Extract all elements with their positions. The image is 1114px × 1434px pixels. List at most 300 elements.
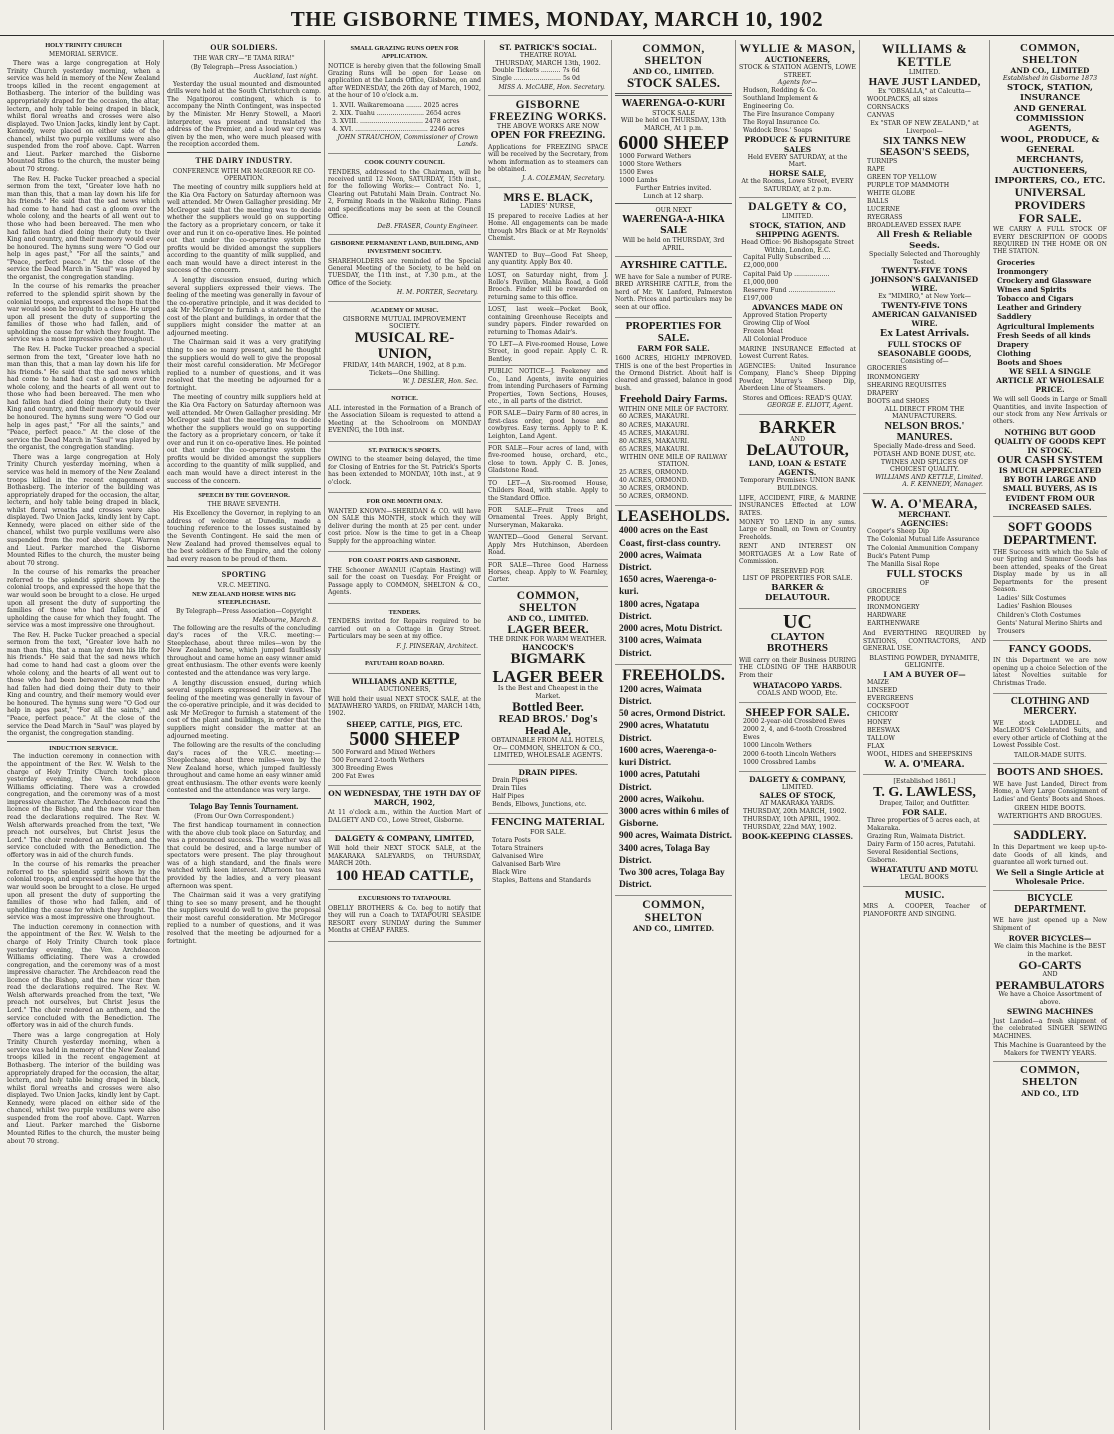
stock-sales-heading: STOCK SALES. xyxy=(627,75,720,91)
items-list xyxy=(993,258,1107,367)
leasehold-item: 2000 acres, Motu District. xyxy=(619,624,723,635)
full-item: GROCERIES xyxy=(867,587,907,595)
watertights-line: WATERTIGHTS AND BROGUES. xyxy=(997,812,1103,820)
agents-list xyxy=(739,87,856,135)
landed-item: CORNSACKS xyxy=(867,104,910,112)
column-6 xyxy=(736,40,860,1430)
forsale-body: WE CARRY A FULL STOCK OF EVERY DESCRIPTION OF GOODS REQUIRED IN THE HOME OR ON THE STATION. xyxy=(993,226,1107,256)
agency-item: Buck's Patent Pump xyxy=(867,552,930,560)
full-item: HARDWARE xyxy=(867,612,907,620)
bicycle-body: WE have just opened up a New Shipment of xyxy=(993,917,1107,932)
cs-subheading: AND CO., LIMITED xyxy=(1010,66,1090,76)
buyer-item: FLAX xyxy=(867,743,885,751)
tenders-heading: TENDERS. xyxy=(388,608,421,616)
soldiers-source: (By Telegraph—Press Association.) xyxy=(190,64,298,72)
sheep-item: 2000 2-year-old Crossbred Ewes xyxy=(743,718,846,726)
landed-item: WOOLPACKS, all sizes xyxy=(867,96,938,104)
wk-subheading: LIMITED. xyxy=(908,69,941,77)
column-8 xyxy=(990,40,1110,1430)
church-paragraph: The Rev. H. Packe Tucker preached a special sermon from the text, "Greater love hath no man than this, that a man lay down his life for his friends." He said that the sad news which had come to hand had cast a gloom over the whole colony, and the hearts of all went out to those who had been bereaved. The men who had fallen had died doing their duty to their King and country, and their memory would ever be honoured. The hymns sung were "O God our help in ages past," "For all the saints," and "Peace, perfect peace." At the close of the service the Dead March in "Saul" was played by the organist, the congregation standing. xyxy=(7,345,160,452)
dalgety-office: Head Office: 96 Bishopsgate Street Within, London, E.C. xyxy=(741,239,854,254)
dalgety-subheading-2: STOCK, STATION, AND SHIPPING AGENTS. xyxy=(749,221,846,240)
grazing-row: 3. XVIII. ................................ 2478 acres xyxy=(332,117,460,125)
item-entry: Agricultural Implements xyxy=(997,321,1095,331)
full-heading: FULL STOCKS xyxy=(886,567,963,580)
marine-line: MARINE INSURANCE Effected at Lowest Current Rates. xyxy=(739,346,856,361)
sheep-heading: SHEEP FOR SALE. xyxy=(745,704,850,719)
nothing-line: NOTHING BUT GOOD QUALITY OF GOODS KEPT IN STOCK. xyxy=(994,427,1106,455)
williams-kettle-ad xyxy=(863,40,986,494)
masthead xyxy=(0,0,1114,36)
church-paragraph: The Rev. H. Packe Tucker preached a special sermon from the text, "Greater love hath no man than this, that a man lay down his life for his friends." He said that the sad news which had come to hand had cast a gloom over the whole colony, and the hearts of all went out to those who had been bereaved. The men who had fallen had died doing their duty to their King and country, and their memory would ever be honoured. The hymns sung were "O God our help in ages past," "For all the saints," and "Peace, perfect peace." At the close of the service the Dead March in "Saul" was played by the organist, the congregation standing. xyxy=(7,631,160,738)
wk-big-number: 5000 SHEEP xyxy=(349,727,460,750)
speech-heading: SPEECH BY THE GOVERNOR. xyxy=(198,492,290,500)
agencies-line: AGENCIES: United Insurance Company, Flanc's Sheep Dipping Powder, Murray's Sheep Dip, Aberdeen Line of Steamers. xyxy=(739,362,856,393)
grazing-row: 1. XVII. Waikaremoana ........ 2025 acres xyxy=(332,101,459,109)
music-body: MRS A. COOPER, Teacher of PIANOFORTE AND SINGING. xyxy=(863,903,986,918)
tolago-paragraph: The Chairman said it was a very gratifying thing to see so many present, and he thought the suppliers would do well to give the proposal their most careful consideration. Mr McGregor replied to a number of questions, and it was resolved that the meeting be adjourned for a fortnight. xyxy=(167,892,321,945)
grazing-row: 4. XVI. ..................................... 2246 acres xyxy=(332,125,465,133)
fencing-list xyxy=(488,837,608,885)
classified-ad: TO LET—A Six-roomed House, Childers Road, with stable. Apply to the Standard Office. xyxy=(488,478,608,505)
full-of: OF xyxy=(919,580,930,588)
vrc-heading: NEW ZEALAND HORSE WINS BIG STEEPLECHASE. xyxy=(192,591,296,607)
bicycle-ad xyxy=(993,891,1107,1062)
excursion-ad xyxy=(328,890,481,942)
lawless-ad xyxy=(863,775,986,886)
sheep-item: 1000 Lincoln Wethers xyxy=(743,742,812,750)
divider xyxy=(167,488,321,489)
item-entry: Tobacco and Cigars xyxy=(997,294,1074,304)
social-signature: MISS A. McCABE, Hon. Secretary. xyxy=(498,83,605,91)
classified-ad: FOR SALE—Fruit Trees and Ornamental Trees. Apply Bright, Nurseryman, Makaraka. xyxy=(488,505,608,532)
one-month-ad xyxy=(328,493,481,552)
barker-insurance: LIFE, ACCIDENT, FIRE, & MARINE INSURANCES Effected at LOW RATES. xyxy=(739,494,856,517)
forsale-item: Several Residential Sections, Gisborne. xyxy=(867,849,959,865)
clayton-ad xyxy=(739,609,856,703)
farm-item: 40 ACRES, ORMOND. xyxy=(619,477,689,485)
bookkeeping-heading: BOOK-KEEPING CLASSES. xyxy=(741,832,854,842)
fencing-item: Galvanised Wire xyxy=(492,852,544,860)
church-paragraph: The Rev. H. Packe Tucker preached a special sermon from the text, "Greater love hath no man than this, that a man lay down his life for his friends." He said that the sad news which had come to hand had cast a gloom over the whole colony, and the hearts of all went out to those who had been bereaved. The men who had fallen had died doing their duty to their King and country, and their memory would ever be honoured. The hymns sung were "O God our help in ages past," "For all the saints," and "Peace, perfect peace." At the close of the service the Dead March in "Saul" was played by the organist, the congregation standing. xyxy=(7,175,160,281)
society-ad xyxy=(328,235,481,302)
uc-mark: UC xyxy=(783,610,812,633)
buyer-item: TALLOW xyxy=(867,735,895,743)
stocks-list xyxy=(863,365,986,405)
society-heading: GISBORNE PERMANENT LAND, BUILDING, AND INVESTMENT SOCIETY. xyxy=(330,240,479,255)
buyer-item: COCKSFOOT xyxy=(867,703,909,711)
nurse-heading: MRS E. BLACK, xyxy=(503,189,593,204)
special-line: Specially Made-dress and Seed. xyxy=(873,443,976,451)
lager-body: Is the Best and Cheapest in the Market. xyxy=(497,684,599,700)
vrc-paragraph: A lengthy discussion ensued, during which several suppliers expressed their views. The feeling of the meeting was generally in favour of the co-operative principle, and it was decided to ask Mr McGregor to furnish a statement of the cost of the plant and buildings, in order that the suppliers might consider the matter at an adjourned meeting. xyxy=(167,679,321,740)
freehold-item: 3400 acres, Tolaga Bay District. xyxy=(619,843,710,866)
nurse-ad xyxy=(488,188,608,250)
classified-ad: PUBLIC NOTICE—J. Feekeney and Co., Land Agents, invite enquiries from intending Purchasers of Farming Properties, Town Sections, Houses, etc., in all parts of the district. xyxy=(488,366,608,408)
buyer-item: HONEY xyxy=(867,719,892,727)
bottled-heading: Bottled Beer. xyxy=(512,699,584,715)
agent-item: The Fire Insurance Company xyxy=(743,111,835,119)
soft-item: Children's Cloth Costumes xyxy=(997,611,1081,619)
sporting-heading: SPORTING xyxy=(221,570,267,580)
stores-line: Stores and Offices: READ'S QUAY. xyxy=(742,394,853,402)
column-3 xyxy=(325,40,485,1430)
advances-item: Frozen Meat xyxy=(743,327,784,335)
saddlery-ad xyxy=(993,825,1107,891)
vrc-dateline: Melbourne, March 8. xyxy=(252,617,318,625)
grazing-row: 2. XIX. Tuahu ........................ 2654 acres xyxy=(332,109,461,117)
leaseholds-list xyxy=(615,525,732,659)
wk-list-item: 300 Breeding Ewes xyxy=(332,765,394,773)
agency-item: The Colonial Mutual Life Assurance xyxy=(867,536,980,544)
classified-ad: FOR SALE—Dairy Farm of 80 acres, in first-class order, good house and cowbyres. Easy terms. Apply to P. K. Leighton, Land Agent. xyxy=(488,408,608,443)
reserved-line: RESERVED FOR xyxy=(770,567,825,575)
capital-item: Capital Fully Subscribed .... £2,000,000 xyxy=(743,254,831,270)
soldiers-dateline: Auckland, last night. xyxy=(254,73,318,81)
waerenga-date: Will be held on THURSDAY, 13th MARCH, At 1 p.m. xyxy=(620,117,727,133)
excursion-heading: EXCURSIONS TO TATAPOURI. xyxy=(358,895,451,903)
established-line: Established in Gisborne 1873 xyxy=(1002,75,1098,83)
dalgety-ad xyxy=(739,198,856,414)
dalgety-signature: GEORGE E. ELIOTT, Agent. xyxy=(767,402,853,410)
kennedy-signature: A. F. KENNEDY, Manager. xyxy=(902,481,983,489)
excursion-body: OBELLY BROTHERS & Co. beg to notify that they will run a Coach to TATAPOURI SEASIDE RESORT every SUNDAY during the Summer Months at CHEAP FARES. xyxy=(328,904,481,935)
induction-paragraph: The induction ceremony in connection with the appointment of the Rev. W. Welsh to the charge of Holy Trinity Church took place yesterday evening, the Ven. Archdeacon Williams officiating. There was a crowded congregation, and the ceremony was of a most impressive character. The Archdeacon read the licence of the Bishop, and the new vicar then read the declarations required. The Rev. W. Welsh afterwards preached from the text, "We preach not ourselves, but Christ Jesus the Lord." The choir rendered an anthem, and the service concluded with the Benediction. The offertory was in aid of the church funds. xyxy=(7,923,160,1030)
soft-goods-heading: SOFT GOODS DEPARTMENT. xyxy=(1003,518,1097,548)
full-item: IRONMONGERY xyxy=(867,604,920,612)
road-board-ad xyxy=(328,655,481,674)
farm-body: 1600 ACRES, HIGHLY IMPROVED. THIS is one of the best Properties in the Ormond District. About half is cleared and grassed, balance in good bush. xyxy=(615,355,732,392)
classified-ad: FOR SALE—Four acres of land, with five-roomed house, orchard, etc., close to town. Apply C. B. Jones, Gladstone Road. xyxy=(488,443,608,478)
farm-item: 80 ACRES, MAKAURI. xyxy=(619,421,690,429)
capital-list xyxy=(739,254,856,302)
sell-body: We will sell Goods in Large or Small Quantities, and invite Inspection of our stock from any New Arrivals or others. xyxy=(993,396,1107,426)
waerenga-heading: WAERENGA-O-KURI xyxy=(621,98,726,109)
induction-paragraph: The induction ceremony in connection with the appointment of the Rev. W. Welsh to the charge of Holy Trinity Church took place yesterday evening, the Ven. Archdeacon Williams officiating. There was a crowded congregation, and the ceremony was of a most impressive character. The Archdeacon read the licence of the Bishop, and the new vicar then read the declarations required. The Rev. W. Welsh afterwards preached from the text, "We preach not ourselves, but Christ Jesus the Lord." The choir rendered an anthem, and the service concluded with the Benediction. The offertory was in aid of the church funds. xyxy=(7,753,160,859)
cs-heading: COMMON, SHELTON xyxy=(642,43,705,68)
yards-line: AT MAKARAKA YARDS. xyxy=(760,800,835,808)
freeholds-ad xyxy=(615,665,732,897)
classified-ad: LOST, last week—Pocket Book, containing Greenhouse Receipts and sundry papers. Finder rewarded on returning to Thomas Adair's. xyxy=(488,304,608,339)
barker-footer: BARKER & DELAUTOUR. xyxy=(765,582,830,604)
and-line: AND xyxy=(1042,971,1058,979)
waerenga-big: 6000 SHEEP xyxy=(618,131,729,154)
dairy-paragraph: The meeting of country milk suppliers held at the Kia Ora Factory on Saturday afternoon was well attended. Mr Owen Gallagher presiding. Mr McGregor said that the meeting was to decide whether the suppliers would go on supporting the factory as a proprietary concern, or take it over and run it on co-operative lines. He pointed out that under the co-operative system the profits would be divided amongst the suppliers according to the quantity of milk supplied, and each man would have a direct interest in the success of the concern. xyxy=(167,394,321,485)
sporting-subheading: V.R.C. MEETING. xyxy=(217,581,271,589)
dairy-subheading: CONFERENCE WITH MR McGREGOR RE CO-OPERATION. xyxy=(172,167,316,182)
agent-item: Hudson, Redding & Co. xyxy=(743,87,818,95)
divider xyxy=(615,93,732,96)
properties-ad xyxy=(615,318,732,506)
lager-beer-ad xyxy=(488,587,608,765)
fresh-subheading: Specially Selected and Thoroughly Tested. xyxy=(869,250,980,266)
waerenga-list xyxy=(615,153,732,185)
column-1 xyxy=(4,40,164,1430)
waerenga-item: 1000 Forward Wethers xyxy=(619,152,692,160)
divider xyxy=(167,152,321,153)
freezing-works-ad xyxy=(488,96,608,188)
hika-heading: WAERENGA-A-HIKA SALE xyxy=(622,215,725,237)
landed-subheading-2: Ex "STAR OF NEW ZEALAND," at Liverpool— xyxy=(870,120,979,135)
twenty-heading: TWENTY-FIVE TONS JOHNSON'S GALVANISED WIRE. xyxy=(870,266,979,294)
fencing-ad xyxy=(488,814,608,889)
tenders-body: TENDERS invited for Repairs required to be carried out on a Cottage in Gray Street. Particulars may be seen at my office. xyxy=(328,618,481,641)
grazing-list xyxy=(328,102,481,134)
dalgety-heading: DALGETY & COMPANY, LIMITED, xyxy=(334,834,475,844)
farm-subheading: FARM FOR SALE. xyxy=(637,344,710,354)
clayton-heading: CLAYTON BROTHERS xyxy=(766,630,829,655)
social-prices xyxy=(488,67,608,83)
church-paragraph: In the course of his remarks the preacher referred to the splendid spirit shown by the colonial troops, and expressed the hope that the war would soon be brought to a close. He urged upon all present the duty of supporting the families of those who had fallen, and of upholding the cause for which they fought. The service was a most impressive one throughout. xyxy=(7,283,160,344)
lager-big: LAGER BEER xyxy=(492,666,604,686)
capital-item: Reserve Fund ........................ £197,000 xyxy=(743,286,836,302)
cs-subheading: AND CO., LIMITED. xyxy=(632,67,715,77)
item-entry: Boots and Shoes xyxy=(997,357,1063,367)
church-subheading: MEMORIAL SERVICE. xyxy=(48,50,119,58)
freeholds-heading: FREEHOLDS. xyxy=(622,666,725,684)
farm-item: 65 ACRES, MAKAURI. xyxy=(619,445,690,453)
dalgety2-subheading: LIMITED. xyxy=(781,783,814,791)
academy-title: MUSICAL RE-UNION, xyxy=(354,329,455,362)
drain-list xyxy=(488,777,608,809)
soft-item: Gents' Natural Merino Shirts and Trousers xyxy=(997,619,1103,635)
barker-rent: RENT AND INTEREST ON MORTGAGES At a Low Rate of Commission. xyxy=(739,543,856,566)
latest-heading: Ex Latest Arrivals. xyxy=(880,327,969,340)
seed-item: RAPE xyxy=(867,165,885,173)
cash-heading: OUR CASH SYSTEM xyxy=(997,453,1103,466)
horse-heading: HORSE SALE, xyxy=(768,168,827,178)
music-ad xyxy=(863,887,986,924)
stock-item: GROCERIES xyxy=(867,365,907,373)
classified-ad: LOST, on Saturday night, from J. Rollo's Pavilion, Mahia Road, a Gold Brooch. Finder will be rewarded on returning same to this office. xyxy=(488,270,608,305)
buyer-item: EVERGREENS xyxy=(867,695,914,702)
tenders-signature: F. J. PINSERAN, Architect. xyxy=(396,642,478,650)
waerenga-subheading: STOCK SALE xyxy=(652,109,695,117)
gocarts-heading: GO-CARTS xyxy=(1018,957,1082,972)
dalgety-subheading: LIMITED. xyxy=(781,213,814,221)
induction-heading: INDUCTION SERVICE. xyxy=(49,744,118,752)
divider xyxy=(167,798,321,799)
social-price: Double Tickets .......... 7s 6d xyxy=(492,67,580,75)
wyllie-heading: WYLLIE & MASON, xyxy=(739,43,856,55)
tolago-heading: Tolago Bay Tennis Tournament. xyxy=(189,802,299,812)
dairy-paragraph: The meeting of country milk suppliers held at the Kia Ora Factory on Saturday afternoon was well attended. Mr Owen Gallagher presiding. Mr McGregor said that the meeting was to decide whether the suppliers would go on supporting the factory as a proprietary concern, or take it over and run it on co-operative lines. He pointed out that under the co-operative system the profits would be divided amongst the suppliers according to the quantity of milk supplied, and each man would have a direct interest in the success of the concern. xyxy=(167,184,321,275)
grazing-body: NOTICE is hereby given that the following Small Grazing Runs will be open for Lease on application at the Lands Office, Gisborne, on and after WEDNESDAY, the 26th day of March, 1902, at the hour of 10 o'clock a.m. xyxy=(328,62,481,100)
academy-ad xyxy=(328,302,481,390)
drain-heading: DRAIN PIPES. xyxy=(518,768,578,778)
wk-list xyxy=(328,749,481,781)
county-body: TENDERS, addressed to the Chairman, will be received until 12 Noon, SATURDAY, 15th inst., for the following Works:— Contract No. 1, Clearing out Patutahi Main Drain. Contract No. 2, Forming Roads in the Waikohu Riding. Plans and specifications may be seen at the Council Office. xyxy=(328,168,481,221)
buyer-item: LINSEED xyxy=(867,686,898,694)
stocks-subheading: Consisting of— xyxy=(900,357,949,365)
farm-item: 25 ACRES, ORMOND. xyxy=(619,469,689,477)
grazing-signature: JOHN STRAUCHON, Commissioner of Crown Lands. xyxy=(337,133,478,149)
classified-ad: FOR SALE—Three Good Harness Horses, cheap. Apply to W. Fearnley, Carter. xyxy=(488,560,608,587)
delautour-heading: DeLAUTOUR, xyxy=(746,442,849,460)
hika-date: Will be held on THURSDAY, 3rd APRIL. xyxy=(622,236,725,252)
barker-heading: BARKER xyxy=(758,416,836,437)
freehold-item: 1000 acres, Patutahi District. xyxy=(619,770,700,793)
notice-heading: NOTICE. xyxy=(391,395,418,403)
waerenga-lunch: Lunch at 12 sharp. xyxy=(643,192,704,200)
ayrshire-ad xyxy=(615,257,732,318)
lager-tagline: THE DRINK FOR WARM WEATHER. xyxy=(489,635,607,643)
factory-subheading: WITHIN ONE MILE OF FACTORY. xyxy=(618,405,729,413)
advances-heading: ADVANCES MADE ON xyxy=(752,302,843,312)
tailor-line: TAILOR-MADE SUITS. xyxy=(1013,751,1087,759)
wk-offer: SHEEP, CATTLE, PIGS, ETC. xyxy=(346,719,463,729)
clayton-coal: COALS AND WOOD, Etc. xyxy=(757,690,838,698)
divider xyxy=(167,566,321,567)
fencing-item: Totara Posts xyxy=(492,836,531,844)
fencing-heading: FENCING MATERIAL xyxy=(491,816,605,829)
agent-item: The Royal Insurance Co. xyxy=(743,119,820,127)
omeara-heading: W. A. O'MEARA, xyxy=(871,495,978,511)
seed-item: WHITE GLOBE xyxy=(867,189,915,197)
church-heading: HOLY TRINITY CHURCH xyxy=(45,42,122,49)
dairy-heading: THE DAIRY INDUSTRY. xyxy=(195,155,293,165)
freehold-item: 1200 acres, Waimata District. xyxy=(619,684,702,707)
farms-list-2 xyxy=(615,469,732,501)
freehold-item: 3000 acres within 6 miles of Gisborne. xyxy=(619,806,729,830)
agents-heading: Agents for— xyxy=(777,79,818,87)
waerenga-further: Further Entries invited. xyxy=(635,185,712,193)
church-paragraph: In the course of his remarks the preacher referred to the splendid spirit shown by the colonial troops, and expressed the hope that the war would soon be brought to a close. He urged upon all present the duty of supporting the families of those who had fallen, and of upholding the cause for which they fought. The service was a most impressive one throughout. xyxy=(7,569,160,630)
coast-heading: FOR COAST PORTS AND GISBORNE. xyxy=(348,557,461,565)
academy-heading: ACADEMY OF MUSIC. xyxy=(370,306,439,314)
blasting-line: BLASTING POWDER, DYNAMITE, GELIGNITE. xyxy=(869,654,980,670)
railway-subheading: WITHIN ONE MILE OF RAILWAY STATION. xyxy=(619,453,728,469)
clothing-ad xyxy=(993,694,1107,764)
green-hide-line: GREEN HIDE BOOTS. xyxy=(1014,805,1086,813)
forsale-item: Three properties of 5 acres each, at Makaraka. xyxy=(867,816,980,832)
capital-item: Capital Paid Up .................. £1,000,000 xyxy=(743,270,830,286)
seed-item: BROADLEAVED ESSEX RAPE xyxy=(867,222,961,230)
stock-heading: STOCK, STATION, INSURANCE xyxy=(1007,82,1093,104)
freezing-line: THE ABOVE WORKS ARE NOW xyxy=(496,123,600,131)
month-heading: FOR ONE MONTH ONLY. xyxy=(366,498,443,506)
advances-item: All Colonial Produce xyxy=(743,336,808,343)
stock-item: DRAPERY xyxy=(867,389,899,397)
advances-list xyxy=(739,312,856,344)
dates-list xyxy=(739,808,856,832)
properties-heading: PROPERTIES FOR SALE. xyxy=(625,319,722,344)
wk-signature: WILLIAMS AND KETTLE, Limited. xyxy=(875,473,983,481)
society-signature: H. M. PORTER, Secretary. xyxy=(396,289,478,297)
wk-heading: WILLIAMS AND KETTLE, xyxy=(351,676,458,686)
sales-heading: SALES OF STOCK, xyxy=(759,791,836,801)
leasehold-item: 3100 acres, Waimata District. xyxy=(619,636,702,659)
omeara-signature: W. A. O'MEARA. xyxy=(884,759,965,770)
fancy-body: IN this Department we are now opening up a choice Selection of the latest Novelties suitable for Christmas Trade. xyxy=(993,657,1107,687)
best-line: We claim this Machine is the BEST in the market. xyxy=(994,943,1106,958)
buyer-heading: I AM A BUYER OF— xyxy=(883,669,966,679)
academy-date: FRIDAY, 14th MARCH, 1902, at 8 p.m. xyxy=(342,362,467,370)
dalgety2-heading: DALGETY & COMPANY, xyxy=(749,774,846,784)
perambulators-body: We have a Choice Assortment of above. xyxy=(998,991,1102,1007)
fencing-item: Staples, Battens and Standards xyxy=(492,876,591,884)
barker-delautour-ad xyxy=(739,415,856,609)
agency-item: Cooper's Sheep Dip xyxy=(867,528,929,536)
divider xyxy=(615,203,732,204)
whatatutu-heading: WHATATUTU AND MOTU. xyxy=(870,865,979,875)
farm-item: 80 ACRES, MAKAURI. xyxy=(619,437,690,445)
barker-subheading: LAND, LOAN & ESTATE AGENTS. xyxy=(748,459,847,478)
drain-item: Half Pipes xyxy=(492,793,525,801)
item-entry: Crockery and Glassware xyxy=(997,276,1092,286)
agent-item: Southland Implement & Engineering Co. xyxy=(743,95,819,111)
farm-item: 30 ACRES, ORMOND. xyxy=(619,485,689,493)
column-7 xyxy=(860,40,990,1430)
ayrshire-heading: AYRSHIRE CATTLE. xyxy=(620,259,727,272)
landed-subheading: Ex "OBSALLA," at Calcutta— xyxy=(877,88,972,96)
saddlery-heading: SADDLERY. xyxy=(1013,827,1087,843)
wyllie-subheading: AUCTIONEERS, xyxy=(764,55,831,65)
saddlery-body: In this Department we keep up-to-date Goods of all kinds, and guarantee all work turned out. xyxy=(993,844,1107,866)
nurse-body: IS prepared to receive Ladies at her Home. All engagements can be made through Mrs Black or at Mr Reynolds' Chemist. xyxy=(488,213,608,243)
cs-footer-heading: COMMON, SHELTON xyxy=(1019,1064,1080,1089)
soft-item: Ladies' Fashion Blouses xyxy=(997,603,1072,611)
freezing-heading: GISBORNE FREEZING WORKS. xyxy=(489,98,607,123)
cs-footer-subheading: AND CO., LIMITED. xyxy=(632,923,715,933)
column-2 xyxy=(164,40,325,1430)
vrc-paragraph: The following are the results of the concluding day's races of the V.R.C. meeting:— Steeplechase, about three miles—won by the New Zealand horse, which jumped faultlessly throughout and came home an easy winner amid great enthusiasm. The other events were keenly contested and the attendance was very large. xyxy=(167,742,321,795)
buyer-item: MAIZE xyxy=(867,678,890,686)
stock-item: BOOTS and SHOES xyxy=(867,397,930,405)
next-heading: OUR NEXT xyxy=(655,207,692,215)
road-board-heading: PATUTAHI ROAD BOARD. xyxy=(365,660,444,668)
grazing-heading: SMALL GRAZING RUNS OPEN FOR APPLICATION. xyxy=(350,45,459,60)
full-item: PRODUCE xyxy=(867,595,901,603)
tolago-paragraph: The first handicap tournament in connection with the above club took place on Saturday, and was a pronounced success. The weather was all that could be desired, and a large number of spectators were present. The play throughout was of a high standard, and the finals were watched with keen interest. Afternoon tea was provided by the ladies, and a very pleasant afternoon was spent. xyxy=(167,822,321,890)
landed-list xyxy=(863,96,986,120)
sewing-heading: SEWING MACHINES xyxy=(1006,1006,1094,1016)
horse-body: At the Rooms, Lowe Street, EVERY SATURDAY, at 2 p.m. xyxy=(741,177,854,193)
soldiers-heading: OUR SOLDIERS. xyxy=(210,43,278,52)
waerenga-item: 1000 Lambs xyxy=(619,176,658,184)
produce-body: Held EVERY SATURDAY, at the Mart. xyxy=(747,153,848,169)
classified-ad: WANTED—Good General Servant. Apply Mrs Hutchinson, Aberdeen Road. xyxy=(488,532,608,559)
item-entry: Clothing xyxy=(997,348,1031,358)
common-shelton-footer-ad xyxy=(993,1062,1107,1101)
horse-body: At 11 o'clock a.m., within the Auction Mart of DALGETY AND CO., Lowe Street, Gisborne. xyxy=(328,809,481,824)
soft-goods-body: THE Success with which the Sale of our Spring and Summer Goods has been attended, speaks of the Great Display made by us in all Departments for the present Season. xyxy=(993,548,1107,593)
leasehold-item: 1650 acres, Waerenga-o-kuri. xyxy=(619,575,717,598)
date-item: THURSDAY, 10th APRIL, 1902. xyxy=(743,816,841,824)
freeholds-list xyxy=(615,684,732,892)
agent-item: Waddock Bros.' Soaps xyxy=(743,127,813,135)
twenty-subheading: Ex "MIMIRO," at New York— xyxy=(878,293,971,301)
ayrshire-body: WE have for Sale a number of PURE-BRED AYRSHIRE CATTLE, from the herd of Mr. W. Lanford, Palmerston North. Prices and particulars may be seen at our office. xyxy=(615,273,732,311)
single-article-line: We Sell a Single Article at Wholesale Price. xyxy=(996,868,1104,887)
sheep-for-sale-ad xyxy=(739,703,856,772)
social-heading: ST. PATRICK'S SOCIAL. xyxy=(499,43,597,52)
item-entry: Ironmongery xyxy=(997,266,1048,276)
established-line: [Established 1861.] xyxy=(893,778,956,786)
social-price: Single ........................ 5s 0d xyxy=(492,75,580,83)
cs-heading: COMMON, SHELTON xyxy=(1019,42,1080,66)
forsale-item: Dairy Farm of 150 acres, Patutahi. xyxy=(867,841,976,849)
dalgety-sale-ad xyxy=(328,831,481,890)
soft-goods-ad xyxy=(993,517,1107,641)
boots-body: WE have Just Landed, Direct from Home, a Very Large Consignment of Ladies' and Gents' Boots and Shoes. xyxy=(993,780,1107,803)
freehold-item: 900 acres, Waimata District. xyxy=(619,831,732,842)
barker-premises: Temporary Premises: UNION BANK BUILDINGS. xyxy=(739,477,856,493)
seed-item: TURNIPS xyxy=(867,157,898,165)
landed-item: CANVAS xyxy=(867,112,895,120)
wool-heading: WOOL, PRODUCE, & GENERAL MERCHANTS, xyxy=(1000,134,1100,166)
waerenga-item: 1000 Store Wethers xyxy=(619,160,682,168)
